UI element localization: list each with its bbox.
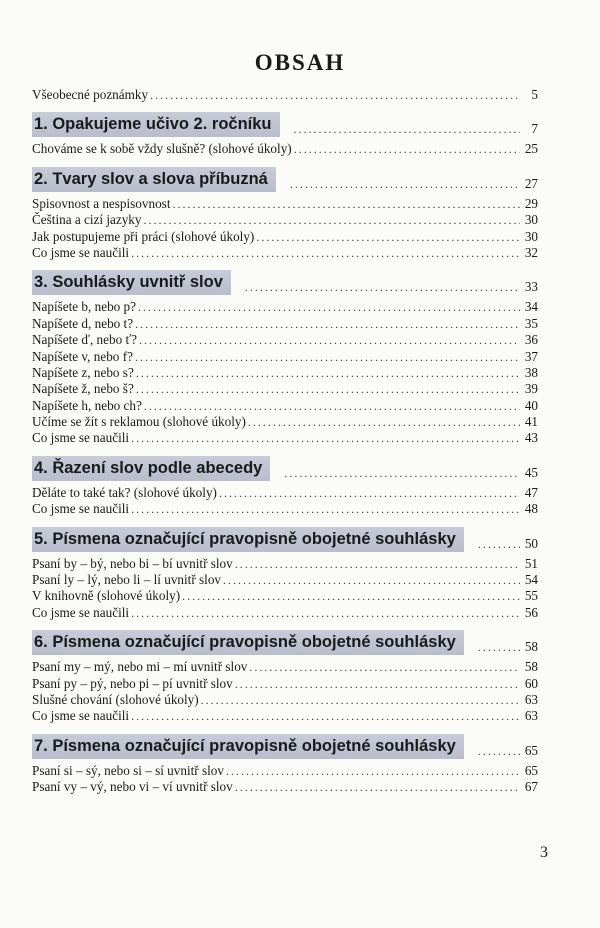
toc-entry-page: 55 [524, 588, 538, 604]
toc-entry-label: Psaní ly – lý, nebo li – lí uvnitř slov [32, 572, 222, 588]
toc-entry[interactable] [32, 212, 538, 228]
page-title: OBSAH [254, 50, 346, 75]
leader-dots [478, 743, 520, 759]
toc-entry-page: 56 [524, 604, 538, 620]
toc-section [32, 112, 538, 157]
toc-entry-page: 40 [524, 397, 538, 413]
toc-entry[interactable] [32, 430, 538, 446]
toc-entry-label: Co jsme se naučili [32, 708, 130, 724]
toc-entry[interactable] [32, 196, 538, 212]
toc-entry-page: 30 [524, 228, 538, 244]
toc-entry-page: 54 [524, 572, 538, 588]
toc-entry-page: 38 [524, 364, 538, 380]
toc-entry-page: 36 [524, 332, 538, 348]
leader-dots [294, 121, 520, 137]
toc-section [32, 456, 538, 518]
toc-entry[interactable] [32, 316, 538, 332]
toc-entry-page: 63 [524, 708, 538, 724]
toc-entry-page: 25 [524, 141, 538, 157]
toc-entry[interactable] [32, 398, 538, 414]
toc-entry[interactable] [32, 588, 538, 604]
toc-entry-page: 47 [524, 484, 538, 500]
toc-entry[interactable] [32, 229, 538, 245]
leader-dots [135, 316, 520, 332]
toc-entry-page: 5 [531, 87, 538, 102]
toc-entry[interactable] [32, 779, 538, 795]
toc-section [32, 270, 538, 447]
toc-entry[interactable] [32, 676, 538, 692]
leader-dots [226, 763, 520, 779]
toc-entry[interactable] [32, 332, 538, 348]
toc-entry-label: V knihovně (slohové úkoly) [32, 588, 181, 604]
toc-entry[interactable] [32, 501, 538, 517]
section-page: 33 [524, 279, 538, 295]
leader-dots [131, 605, 520, 621]
toc-entry-page: 63 [524, 691, 538, 707]
toc-entry-label: Napíšete z, nebo s? [32, 364, 134, 380]
leader-dots [235, 779, 520, 795]
leader-dots [136, 365, 520, 381]
toc-entry-label: Čeština a cizí jazyky [32, 212, 142, 228]
toc-sections [32, 112, 538, 795]
toc-section [32, 630, 538, 725]
toc-entry-label: Jak postupujeme při práci (slohové úkoly) [32, 228, 255, 244]
toc-section [32, 734, 538, 796]
section-heading-row[interactable] [32, 167, 538, 192]
section-heading: 5. Písmena označující pravopisně obojetné souhlásky [32, 527, 464, 552]
toc-entry-label: Napíšete v, nebo f? [32, 348, 133, 364]
toc-entry-page: 32 [524, 244, 538, 260]
toc-entry-page: 29 [524, 195, 538, 211]
toc-entry-page: 48 [524, 501, 538, 517]
leader-dots [139, 332, 520, 348]
toc-entry-label: Psaní py – pý, nebo pi – pí uvnitř slov [32, 675, 233, 691]
section-heading-row[interactable] [32, 734, 538, 759]
section-heading: 1. Opakujeme učivo 2. ročníku [32, 112, 280, 137]
leader-dots [138, 299, 520, 315]
leader-dots [249, 659, 520, 675]
leader-dots [131, 501, 520, 517]
toc-entry[interactable] [32, 692, 538, 708]
toc-entry[interactable] [32, 605, 538, 621]
toc-entry-page: 65 [524, 762, 538, 778]
toc-entry[interactable] [32, 349, 538, 365]
toc-entry-page: 37 [524, 348, 538, 364]
section-heading: 3. Souhlásky uvnitř slov [32, 270, 231, 295]
leader-dots [478, 536, 520, 552]
leader-dots [182, 588, 520, 604]
leader-dots [135, 349, 520, 365]
toc-entry[interactable] [32, 245, 538, 261]
leader-dots [284, 465, 520, 481]
section-page: 65 [524, 742, 538, 758]
toc-entry-page: 41 [524, 414, 538, 430]
section-page: 58 [524, 639, 538, 655]
toc-entry-intro[interactable] [32, 87, 538, 103]
toc-entry-label: Psaní si – sý, nebo si – sí uvnitř slov [32, 762, 224, 778]
toc-entry-label: Slušné chování (slohové úkoly) [32, 691, 199, 707]
toc-entry[interactable] [32, 708, 538, 724]
toc-entry-page: 39 [524, 381, 538, 397]
page-number: 3 [540, 844, 548, 861]
toc-entry-label: Spisovnost a nespisovnost [32, 195, 171, 211]
toc-entry[interactable] [32, 381, 538, 397]
toc-entry[interactable] [32, 659, 538, 675]
toc-entry-page: 58 [524, 659, 538, 675]
section-page: 45 [524, 464, 538, 480]
section-heading: 6. Písmena označující pravopisně obojetné souhlásky [32, 630, 464, 655]
section-heading-row[interactable] [32, 527, 538, 552]
toc-entry-label: Všeobecné poznámky [32, 87, 149, 102]
leader-dots [478, 639, 520, 655]
toc-entry-label: Chováme se k sobě vždy slušně? (slohové úkoly) [32, 141, 292, 157]
leader-dots [235, 556, 520, 572]
leader-dots [219, 485, 520, 501]
leader-dots [235, 676, 520, 692]
toc-entry-page: 30 [524, 212, 538, 228]
toc-entry-page: 34 [524, 299, 538, 315]
leader-dots [136, 381, 520, 397]
toc-entry-page: 51 [524, 555, 538, 571]
toc-entry[interactable] [32, 485, 538, 501]
section-heading: 7. Písmena označující pravopisně obojetné souhlásky [32, 734, 464, 759]
toc-entry-label: Napíšete h, nebo ch? [32, 397, 142, 413]
toc-entry-label: Psaní by – bý, nebo bi – bí uvnitř slov [32, 555, 233, 571]
leader-dots [223, 572, 520, 588]
toc-entry-label: Psaní vy – vý, nebo vi – ví uvnitř slov [32, 779, 233, 795]
section-heading: 2. Tvary slov a slova příbuzná [32, 167, 276, 192]
toc-entry-label: Psaní my – mý, nebo mi – mí uvnitř slov [32, 659, 248, 675]
leader-dots [131, 245, 520, 261]
leader-dots [294, 141, 520, 157]
section-heading-row[interactable] [32, 456, 538, 481]
toc-entry-page: 35 [524, 315, 538, 331]
toc-entry-page: 67 [524, 779, 538, 795]
toc-section [32, 167, 538, 262]
toc-entry[interactable] [32, 365, 538, 381]
toc-entry-label: Co jsme se naučili [32, 501, 130, 517]
section-heading-row[interactable] [32, 630, 538, 655]
leader-dots [131, 708, 520, 724]
section-page: 50 [524, 535, 538, 551]
leader-dots [144, 212, 521, 228]
leader-dots [248, 414, 520, 430]
toc-section [32, 527, 538, 622]
toc-entry-page: 43 [524, 430, 538, 446]
toc-entry-label: Co jsme se naučili [32, 430, 130, 446]
toc-entry[interactable] [32, 556, 538, 572]
toc-entry-label: Napíšete d, nebo t? [32, 315, 134, 331]
toc-entry-label: Děláte to také tak? (slohové úkoly) [32, 484, 217, 500]
toc-entry-label: Napíšete ž, nebo š? [32, 381, 134, 397]
leader-dots [201, 692, 520, 708]
leader-dots [144, 398, 520, 414]
toc-entry[interactable] [32, 572, 538, 588]
section-page: 7 [531, 121, 538, 137]
section-page: 27 [524, 175, 538, 191]
leader-dots [290, 176, 520, 192]
toc-entry-label: Co jsme se naučili [32, 244, 130, 260]
toc-entry[interactable] [32, 414, 538, 430]
toc-entry-label: Co jsme se naučili [32, 604, 130, 620]
section-heading-row[interactable] [32, 270, 538, 295]
table-of-contents [32, 87, 538, 805]
leader-dots [172, 196, 520, 212]
toc-entry-label: Učíme se žít s reklamou (slohové úkoly) [32, 414, 246, 430]
toc-entry[interactable] [32, 763, 538, 779]
leader-dots [256, 229, 520, 245]
toc-entry[interactable] [32, 299, 538, 315]
toc-entry-label: Napíšete b, nebo p? [32, 299, 136, 315]
section-heading: 4. Řazení slov podle abecedy [32, 456, 270, 481]
toc-entry-page: 60 [524, 675, 538, 691]
toc-entry-label: Napíšete ď, nebo ť? [32, 332, 137, 348]
section-heading-row[interactable] [32, 112, 538, 137]
leader-dots [150, 87, 520, 103]
leader-dots [131, 430, 520, 446]
leader-dots [245, 279, 520, 295]
toc-entry[interactable] [32, 141, 538, 157]
